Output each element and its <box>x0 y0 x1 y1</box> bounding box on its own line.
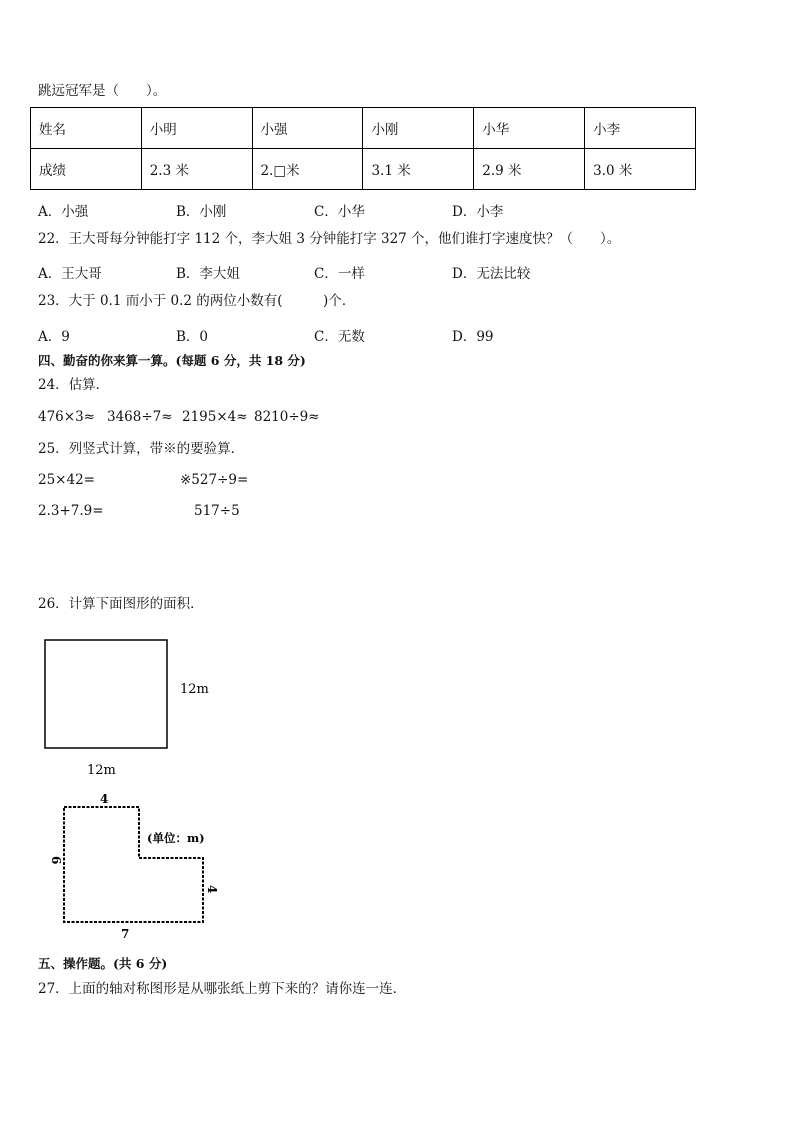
table-cell: 小华 <box>474 108 585 149</box>
q21-stem: 跳远冠军是（ ）。 <box>38 83 167 99</box>
q25-item: ※527÷9= <box>180 472 249 488</box>
q22-stem: 22．王大哥每分钟能打字 112 个，李大姐 3 分钟能打字 327 个，他们谁打字速度快？（ ）。 <box>38 231 621 247</box>
q21-option-b[interactable]: B．小刚 <box>176 204 227 220</box>
table-cell: 成绩 <box>31 149 142 190</box>
q25-item: 517÷5 <box>194 503 240 519</box>
q25-item: 2.3+7.9= <box>38 503 104 519</box>
table-cell: 3.1 米 <box>363 149 474 190</box>
table-row <box>31 149 696 190</box>
q24-item: 476×3≈ <box>38 409 95 425</box>
table-cell: 小强 <box>252 108 363 149</box>
table-row <box>31 108 696 149</box>
table-cell: 3.0 米 <box>585 149 696 190</box>
q23-stem: 23．大于 0.1 而小于 0.2 的两位小数有( )个． <box>38 293 356 309</box>
square-bottom-label: 12m <box>87 763 116 778</box>
section-5-title: 五、操作题。(共 6 分) <box>38 956 168 971</box>
q21-option-d[interactable]: D．小李 <box>452 204 504 220</box>
q23-option-a[interactable]: A．9 <box>38 329 70 345</box>
q23-option-d[interactable]: D．99 <box>452 329 494 345</box>
l-shape-right-label: 4 <box>205 885 219 894</box>
q24-item: 2195×4≈ <box>182 409 248 425</box>
q24-item: 8210÷9≈ <box>254 409 320 425</box>
l-shape-bottom-label: 7 <box>121 927 130 941</box>
q22-option-b[interactable]: B．李大姐 <box>176 266 240 282</box>
table-cell: 2.□米 <box>252 149 363 190</box>
area-figures <box>0 620 300 950</box>
table-cell: 姓名 <box>31 108 142 149</box>
l-shape-top-label: 4 <box>100 792 109 806</box>
q25-item: 25×42= <box>38 472 95 488</box>
table-cell: 小刚 <box>363 108 474 149</box>
score-table <box>30 107 696 190</box>
q26-stem: 26．计算下面图形的面积． <box>38 596 204 612</box>
q25-stem: 25．列竖式计算，带※的要验算． <box>38 441 245 457</box>
square-side-label: 12m <box>180 682 209 697</box>
table-cell: 小明 <box>141 108 252 149</box>
q27-stem: 27．上面的轴对称图形是从哪张纸上剪下来的？请你连一连． <box>38 981 407 997</box>
section-4-title: 四、勤奋的你来算一算。(每题 6 分，共 18 分) <box>38 353 306 368</box>
q22-option-a[interactable]: A．王大哥 <box>38 266 102 282</box>
table-cell: 2.9 米 <box>474 149 585 190</box>
q23-option-c[interactable]: C．无数 <box>314 329 365 345</box>
q22-option-d[interactable]: D．无法比较 <box>452 266 531 282</box>
table-cell: 小李 <box>585 108 696 149</box>
q24-stem: 24．估算． <box>38 377 110 393</box>
table-cell: 2.3 米 <box>141 149 252 190</box>
l-shape <box>64 807 203 922</box>
q22-option-c[interactable]: C．一样 <box>314 266 365 282</box>
l-shape-left-label: 6 <box>49 856 63 865</box>
q24-item: 3468÷7≈ <box>107 409 173 425</box>
unit-label: (单位：m) <box>147 831 205 845</box>
q21-option-c[interactable]: C．小华 <box>314 204 365 220</box>
q21-option-a[interactable]: A．小强 <box>38 204 89 220</box>
q23-option-b[interactable]: B．0 <box>176 329 209 345</box>
square-shape <box>45 640 167 748</box>
